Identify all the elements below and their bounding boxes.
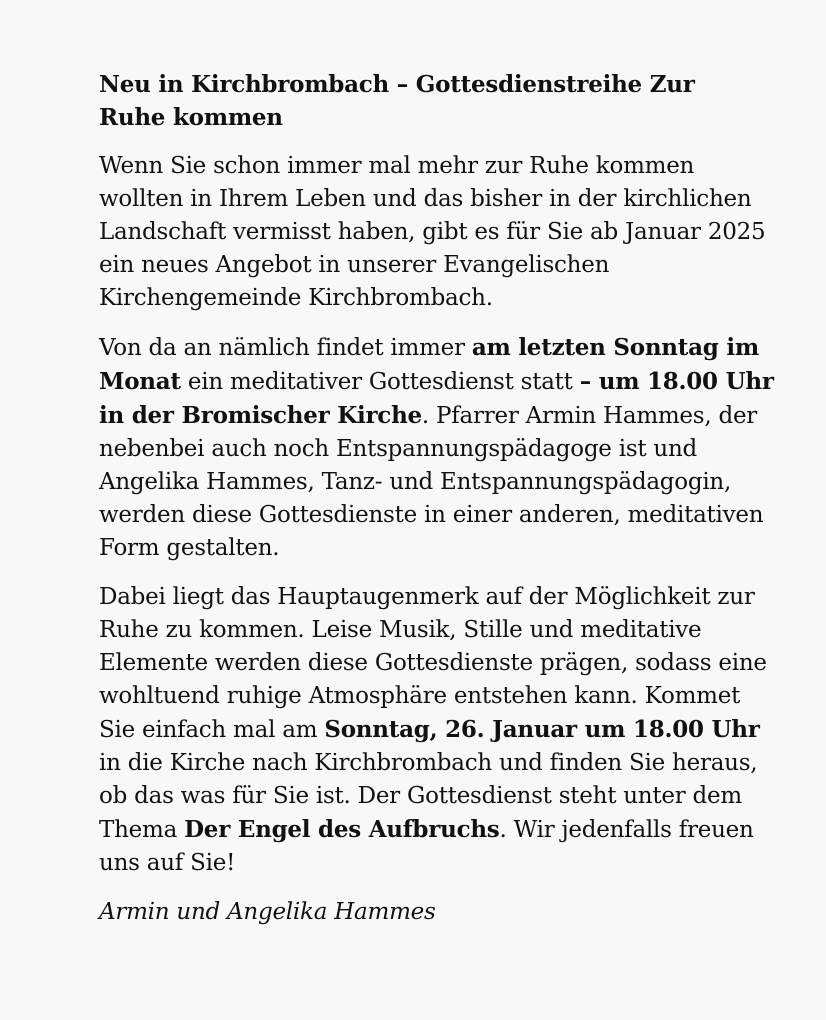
text-segment: . Wir jedenfalls freuen uns auf Sie! <box>99 817 754 876</box>
text-segment: Von da an nämlich findet immer <box>99 335 472 361</box>
paragraph-details <box>99 581 779 880</box>
article-title: Neu in Kirchbrombach – Gottesdienstreihe Zur Ruhe kommen <box>99 71 695 131</box>
text-segment: Dabei liegt das Hauptaugenmerk auf der Möglichkeit zur Ruhe zu kommen. Leise Musik, Stille und meditative Elemente werden diese Gottesdienste prägen, sodass eine wohltuend ruhige Atmosphäre entstehen kann. Kommet Sie einfach mal am <box>99 584 767 743</box>
text-segment: ein meditativer Gottesdienst statt <box>180 369 580 395</box>
paragraph-intro: Wenn Sie schon immer mal mehr zur Ruhe kommen wollten in Ihrem Leben und das bisher in der kirchlichen Landschaft vermisst haben, gibt es für Sie ab Januar 2025 ein neues Angebot in unserer Evangelischen Kirchengemeinde Kirchbrombach. <box>99 153 766 311</box>
signature: Armin und Angelika Hammes <box>99 899 436 925</box>
highlight-time-location: – um 18.00 Uhr in der Bromischer Kirche <box>99 368 774 429</box>
text-segment: in die Kirche nach Kirchbrombach und finden Sie heraus, ob das was für Sie ist. Der Gottesdienst steht unter dem Thema <box>99 750 758 843</box>
text-segment: . Pfarrer Armin Hammes, der nebenbei auch noch Entspannungspädagoge ist und Angelika Hammes, Tanz- und Entspannungspädagogin, werden diese Gottesdienste in einer anderen, meditativen Form gestalten. <box>99 403 764 561</box>
highlight-last-sunday: am letzten Sonntag im Monat <box>99 334 759 395</box>
highlight-date: Sonntag, 26. Januar um 18.00 Uhr <box>324 716 760 743</box>
article <box>99 68 779 945</box>
paragraph-schedule <box>99 331 779 565</box>
highlight-theme: Der Engel des Aufbruchs <box>184 816 500 843</box>
